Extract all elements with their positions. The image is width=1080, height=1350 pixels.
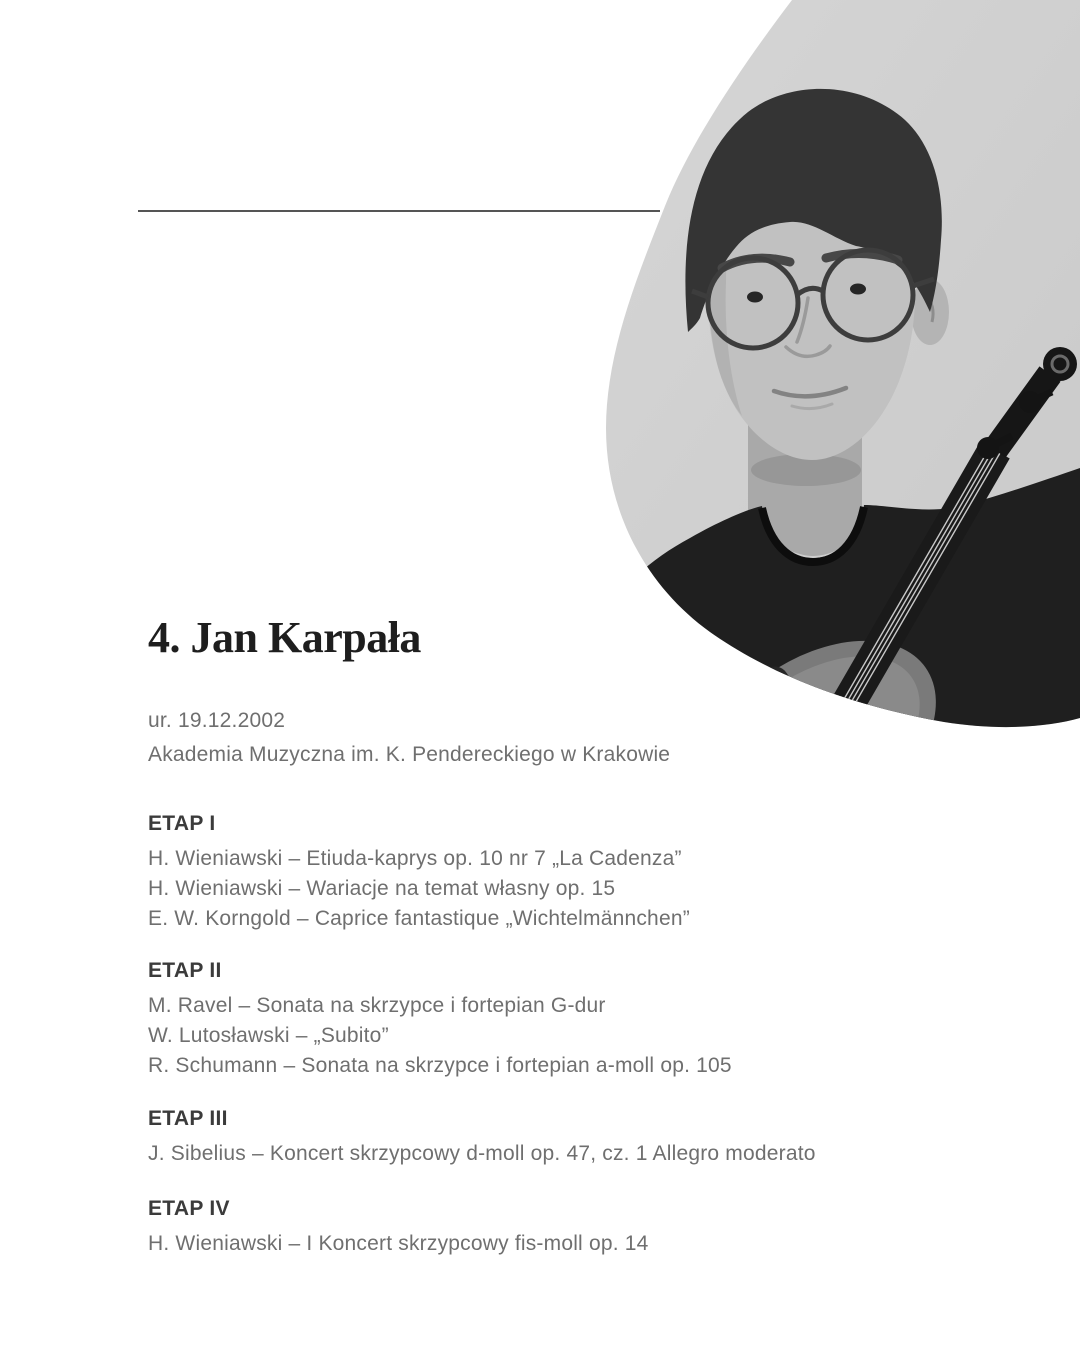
profile-meta — [148, 704, 670, 772]
stage-heading: ETAP II — [148, 959, 222, 982]
repertoire-item: M. Ravel – Sonata na skrzypce i fortepian G-dur — [148, 994, 606, 1017]
repertoire-item: H. Wieniawski – Etiuda-kaprys op. 10 nr 7 „La Cadenza” — [148, 847, 682, 870]
stage-section-3 — [148, 1106, 816, 1169]
stage-heading: ETAP I — [148, 812, 216, 835]
divider-line — [138, 210, 660, 212]
repertoire-item: W. Lutosławski – „Subito” — [148, 1024, 389, 1047]
stage-section-1 — [148, 811, 690, 934]
repertoire-item: H. Wieniawski – Wariacje na temat własny op. 15 — [148, 877, 616, 900]
stage-heading: ETAP IV — [148, 1197, 230, 1220]
birth-date: ur. 19.12.2002 — [148, 709, 286, 732]
stage-section-2 — [148, 958, 732, 1081]
repertoire-item: H. Wieniawski – I Koncert skrzypcowy fis-moll op. 14 — [148, 1232, 649, 1255]
repertoire-item: J. Sibelius – Koncert skrzypcowy d-moll op. 47, cz. 1 Allegro moderato — [148, 1142, 816, 1165]
stage-heading: ETAP III — [148, 1107, 228, 1130]
page-title: 4. Jan Karpała — [148, 613, 421, 662]
repertoire-item: E. W. Korngold – Caprice fantastique „Wichtelmännchen” — [148, 907, 690, 930]
school-name: Akademia Muzyczna im. K. Pendereckiego w Krakowie — [148, 743, 671, 766]
repertoire-item: R. Schumann – Sonata na skrzypce i fortepian a-moll op. 105 — [148, 1054, 732, 1077]
stage-section-4 — [148, 1196, 649, 1259]
